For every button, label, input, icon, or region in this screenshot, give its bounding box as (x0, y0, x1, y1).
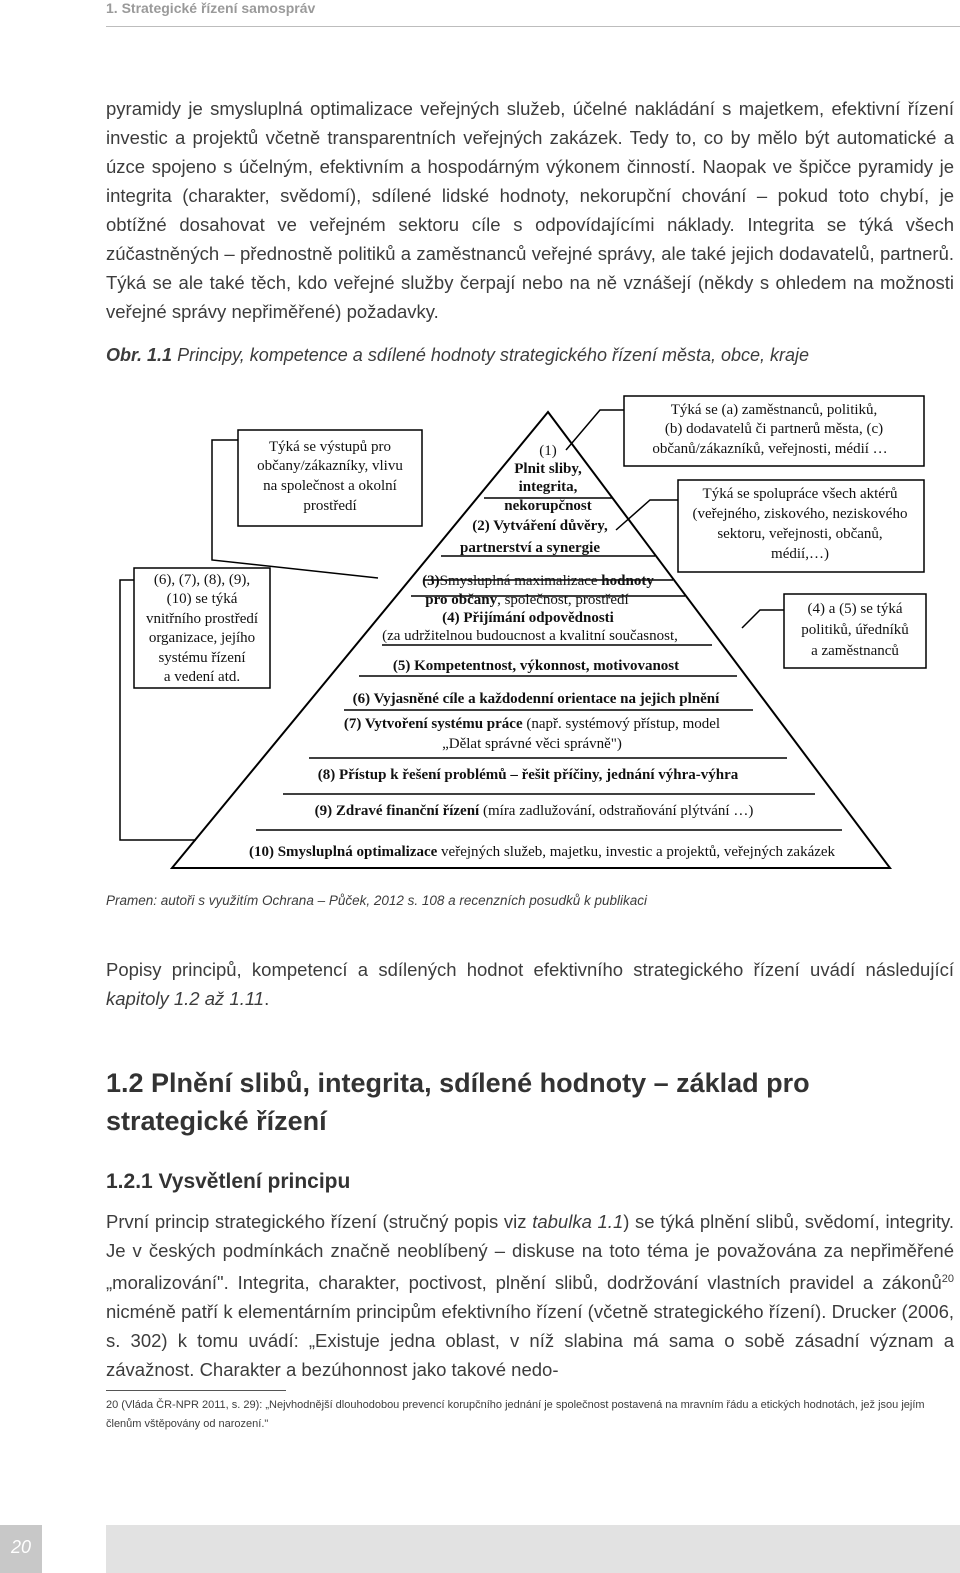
level-3 (422, 573, 654, 608)
figure-source: Pramen: autoři s využitím Ochrana – Půček, 2012 s. 108 a recenzních posudků k publikaci (106, 893, 648, 908)
level-2 (460, 518, 608, 556)
level-4-title: (4) Přijímání odpovědnosti (442, 610, 614, 626)
page-number: 20 (10, 1537, 32, 1557)
level-3-bold: hodnoty (601, 573, 654, 589)
level-1-line: integrita, (518, 479, 578, 495)
svg-text:(10) se týká: (10) se týká (166, 591, 238, 607)
svg-text:a zaměstnanců: a zaměstnanců (811, 643, 899, 659)
connector-politicians (742, 610, 784, 628)
connector-stakeholders (566, 410, 624, 450)
svg-text:občany/zákazníky, vlivu: občany/zákazníky, vlivu (257, 458, 403, 474)
header-rule (106, 26, 960, 27)
footer-bar (106, 1525, 960, 1573)
transition-paragraph: Popisy principů, kompetencí a sdílených hodnot efektivního strategického řízení uvádí následující kapitoly 1.2 až 1.11. (106, 959, 954, 1009)
footnote-mark: 20 (941, 1273, 954, 1285)
level-1-line: (1) (539, 443, 557, 459)
svg-text:vnitřního prostředí: vnitřního prostředí (145, 611, 259, 627)
svg-text:Týká se výstupů pro: Týká se výstupů pro (268, 439, 392, 455)
level-7-text: (např. systémový přístup, model (522, 716, 721, 732)
intro-paragraph: pyramidy je smysluplná optimalizace veřejných služeb, účelné nakládání s majetkem, efektivní řízení investic a projektů včetně transparentních veřejných zakázek. Tedy to, co by mělo být automatické a úzce spojeno s účelným, efektivním a hospodárným výkonem činností. Naopak ve špičce pyramidy je integrita (charakter, svědomí), sdílené lidské hodnoty, nekorupční chování – pokud toto chybí, je obtížné dosahovat ve veřejném sektoru cíle s odpovídajícími náklady. Integrita se týká všech zúčastněných – přednostně politiků a zaměstnanců veřejné správy, ale také jejich dodavatelů, partnerů. Týká se ale také těch, kdo veřejné služby čerpají nebo na ně vznášejí (někdy s ohledem na možnosti veřejné správy nepřiměřené) požadavky. (106, 98, 954, 322)
level-10: (10) Smysluplná optimalizace veřejných služeb, majetku, investic a projektů, veřejných zakázek (248, 844, 836, 860)
svg-text:(veřejného, ziskového, nezisko: (veřejného, ziskového, neziskového (692, 506, 908, 522)
svg-text:systému řízení: systému řízení (158, 650, 246, 666)
svg-text:občanů/zákazníků, veřejnosti,: občanů/zákazníků, veřejnosti, médií … (652, 441, 888, 457)
pyramid-diagram (0, 380, 960, 880)
level-7-line2: „Dělat správné věci správně") (442, 736, 622, 752)
svg-text:prostředí: prostředí (303, 498, 357, 514)
level-1-line: nekorupčnost (504, 498, 592, 514)
svg-text:politiků, úředníků: politiků, úředníků (801, 622, 909, 638)
level-3-bold: pro občany (425, 592, 498, 608)
running-header: 1. Strategické řízení samospráv (106, 0, 316, 16)
figure-caption (106, 345, 809, 366)
level-1-line: Plnit sliby, (514, 461, 582, 477)
level-2-line: (2) Vytváření důvěry, (472, 518, 608, 534)
level-3-text: Smysluplná maximalizace (439, 573, 602, 589)
level-5: (5) Kompetentnost, výkonnost, motivovanost (392, 658, 680, 674)
svg-text:(7) Vytvoření systému práce (n (344, 716, 720, 732)
svg-text:pro občany, společnost, prostř (425, 592, 628, 608)
chapter-ref: 1.11 (229, 988, 265, 1009)
callout-politicians (801, 601, 909, 659)
level-4 (382, 610, 678, 644)
table-ref: tabulka 1.1 (532, 1211, 624, 1232)
level-7 (344, 716, 720, 752)
svg-text:Týká se (a) zaměstnanců, polit: Týká se (a) zaměstnanců, politiků, (670, 402, 878, 418)
level-8: (8) Přístup k řešení problémů – řešit příčiny, jednání výhra-výhra (317, 767, 739, 783)
chapter-ref: kapitoly 1.2 (106, 988, 200, 1009)
svg-text:(3)Smysluplná maximalizace hod (422, 573, 654, 589)
level-3-num: (3) (422, 573, 440, 589)
level-3-text: , společnost, prostředí (497, 592, 629, 608)
callout-stakeholders (652, 402, 887, 457)
level-9: (9) Zdravé finanční řízení (míra zadlužování, odstraňování plýtvání …) (314, 803, 754, 819)
footnote-rule (106, 1390, 286, 1391)
svg-text:(6), (7), (8), (9),: (6), (7), (8), (9), (153, 572, 251, 588)
level-6: (6) Vyjasněné cíle a každodenní orientace na jejich plnění (352, 691, 720, 707)
svg-text:Týká se spolupráce všech aktér: Týká se spolupráce všech aktérů (702, 486, 898, 502)
subsection-heading: 1.2.1 Vysvětlení principu (106, 1170, 351, 1193)
figure-title: Principy, kompetence a sdílené hodnoty strategického řízení města, obce, kraje (177, 345, 810, 365)
figure-label: Obr. 1.1 (106, 345, 173, 365)
section-heading: 1.2 Plnění slibů, integrita, sdílené hodnoty – základ pro strategické řízení (106, 1068, 810, 1136)
level-4-sub: (za udržitelnou budoucnost a kvalitní současnost, (382, 628, 678, 644)
footnote: 20 (Vláda ČR-NPR 2011, s. 29): „Nejvhodnější dlouhodobou prevencí korupčního jednání je společnost postavená na mravním řádu a etických hodnotách, jež jsou jejím členům vštěpovány od narození." (106, 1399, 925, 1430)
level-2-line: partnerství a synergie (460, 540, 600, 556)
svg-text:sektoru, veřejnosti, občanů,: sektoru, veřejnosti, občanů, (717, 526, 883, 542)
svg-text:organizace, jejího: organizace, jejího (148, 630, 256, 646)
svg-text:(4) a (5) se týká: (4) a (5) se týká (807, 601, 903, 617)
svg-text:na společnost a okolní: na společnost a okolní (263, 478, 397, 494)
svg-text:(b) dodavatelů či partnerů měs: (b) dodavatelů či partnerů města, (c) (664, 421, 884, 437)
svg-text:médií,…): médií,…) (771, 546, 829, 562)
level-7-bold: (7) Vytvoření systému práce (343, 716, 523, 732)
body-paragraph: První princip strategického řízení (stručný popis viz tabulka 1.1) se týká plnění slibů, svědomí, integrity. Je v českých podmínkách značně neoblíbený – diskuse na toto téma je považována za nepřiměřené „moralizování". Integrita, charakter, poctivost, plnění slibů, dodržování vlastních pravidel a zákonů$^{20}$ nicméně patří k elementárním principům efektivního řízení (včetně strategického řízení). Drucker (2006, s. 302) k tomu uvádí: „Existuje jedna oblast, v níž slabina má sama o sobě zásadní význam a závažnost. Charakter a bezúhonnost jako takové nedo- (106, 1211, 954, 1381)
svg-text:a vedení atd.: a vedení atd. (163, 669, 241, 685)
